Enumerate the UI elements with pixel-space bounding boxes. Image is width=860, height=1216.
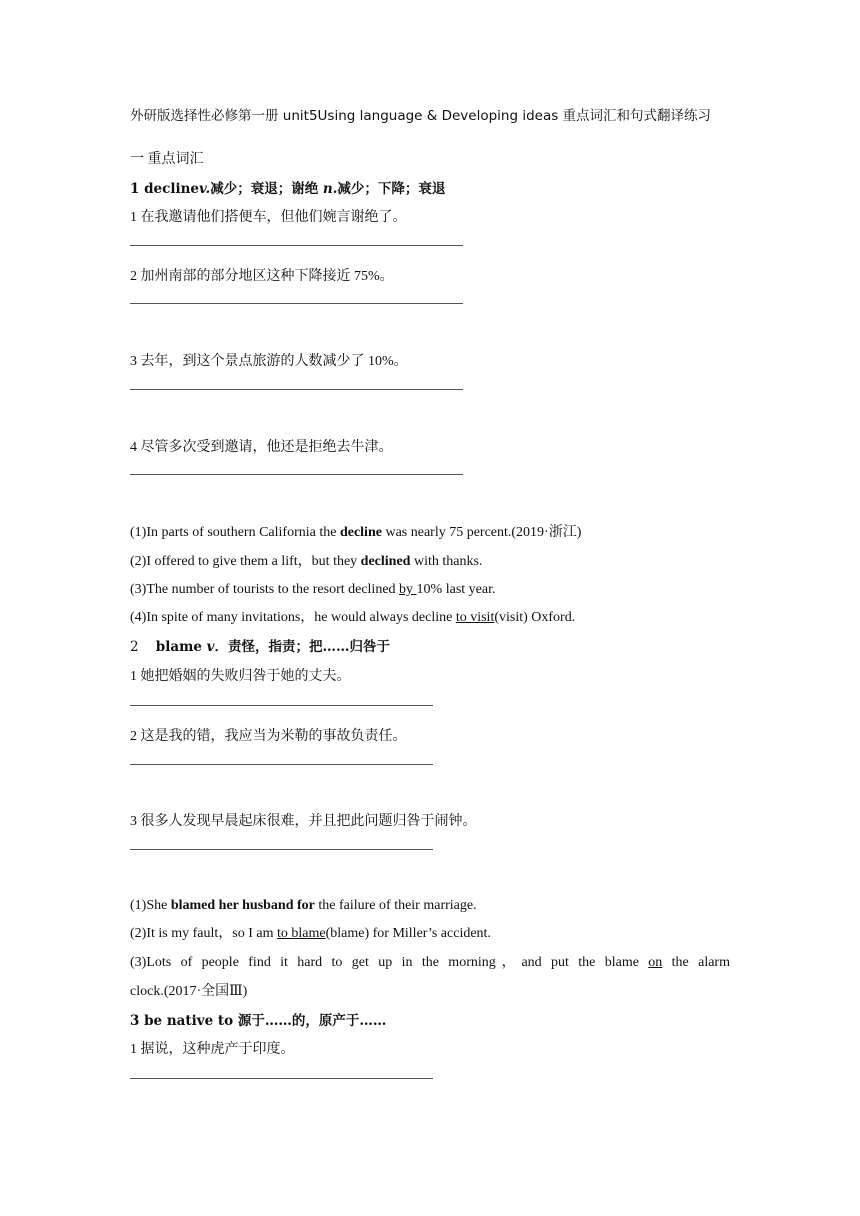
answer-line: [130, 389, 463, 390]
answer-text: (4)In spite of many invitations，he would always decline: [130, 610, 456, 625]
answer-text: (2)I offered to give them a lift，but they: [130, 554, 361, 569]
answer-line: [130, 1078, 433, 1079]
translation-prompt: 4 尽管多次受到邀请，他还是拒绝去牛津。: [130, 440, 393, 455]
part-of-speech: v.: [199, 181, 211, 197]
word-heading-be-native-to: [130, 1011, 386, 1031]
answer-text: (3)Lots of people find it hard to get up in the morning，and put the blame: [130, 955, 649, 970]
answer-sentence-continued: clock.(2017·全国Ⅲ): [130, 984, 248, 999]
answer-line: [130, 245, 463, 246]
part-of-speech: n.: [322, 181, 338, 197]
answer-text: (blame) for Miller’s accident.: [325, 926, 491, 941]
answer-sentence: [130, 552, 482, 572]
answer-text: (2)It is my fault，so I am: [130, 926, 277, 941]
translation-prompt: 2 这是我的错，我应当为米勒的事故负责任。: [130, 729, 407, 744]
word-term: decline: [144, 181, 200, 197]
word-meaning: 源于……的，原产于……: [233, 1013, 387, 1029]
word-heading-decline: [130, 179, 445, 199]
word-meaning: 减少；衰退；谢绝: [210, 181, 323, 197]
answer-text: (1)In parts of southern California the: [130, 525, 340, 540]
word-number: 2: [130, 639, 156, 655]
word-term: blame: [155, 639, 207, 655]
word-meaning: 减少；下降；衰退: [337, 181, 446, 197]
answer-sentence: [130, 924, 491, 944]
answer-sentence: [130, 953, 730, 973]
answer-sentence: [130, 608, 575, 628]
answer-line: [130, 849, 433, 850]
answer-text: was nearly 75 percent.(2019·浙江): [381, 525, 582, 540]
word-heading-blame: [130, 637, 390, 657]
translation-prompt: 3 很多人发现早晨起床很难，并且把此问题归咎于闹钟。: [130, 814, 477, 829]
document-title: 外研版选择性必修第一册 unit5Using language & Developing ideas 重点词汇和句式翻译练习: [130, 108, 712, 124]
answer-text: (1)She: [130, 898, 171, 913]
word-meaning: ．责怪，指责；把……归咎于: [214, 639, 391, 655]
answer-line: [130, 303, 463, 304]
translation-prompt: 1 在我邀请他们搭便车，但他们婉言谢绝了。: [130, 210, 407, 225]
word-number: 1: [130, 181, 145, 197]
word-term: be native to: [144, 1013, 234, 1029]
answer-blank: on: [648, 955, 663, 970]
answer-text: the alarm: [662, 955, 730, 970]
word-number: 3: [130, 1013, 145, 1029]
answer-keyword: blamed her husband for: [170, 898, 315, 913]
answer-blank: by: [399, 582, 417, 597]
answer-text: with thanks.: [410, 554, 483, 569]
answer-blank: to blame: [276, 926, 326, 941]
answer-text: (visit) Oxford.: [494, 610, 576, 625]
answer-line: [130, 474, 463, 475]
translation-prompt: 2 加州南部的部分地区这种下降接近 75%。: [130, 269, 394, 284]
answer-line: [130, 764, 433, 765]
answer-text: the failure of their marriage.: [314, 898, 477, 913]
answer-sentence: [130, 896, 477, 916]
section-heading: 一 重点词汇: [130, 152, 204, 167]
part-of-speech: v: [206, 639, 215, 655]
answer-blank: to visit: [455, 610, 495, 625]
answer-keyword: declined: [360, 554, 411, 569]
answer-sentence: [130, 580, 495, 600]
translation-prompt: 1 据说，这种虎产于印度。: [130, 1042, 295, 1057]
answer-line: [130, 705, 433, 706]
answer-text: (3)The number of tourists to the resort declined: [130, 582, 400, 597]
translation-prompt: 1 她把婚姻的失败归咎于她的丈夫。: [130, 669, 351, 684]
answer-sentence: [130, 523, 581, 543]
translation-prompt: 3 去年，到这个景点旅游的人数减少了 10%。: [130, 354, 408, 369]
answer-keyword: decline: [339, 525, 382, 540]
answer-text: 10% last year.: [416, 582, 496, 597]
